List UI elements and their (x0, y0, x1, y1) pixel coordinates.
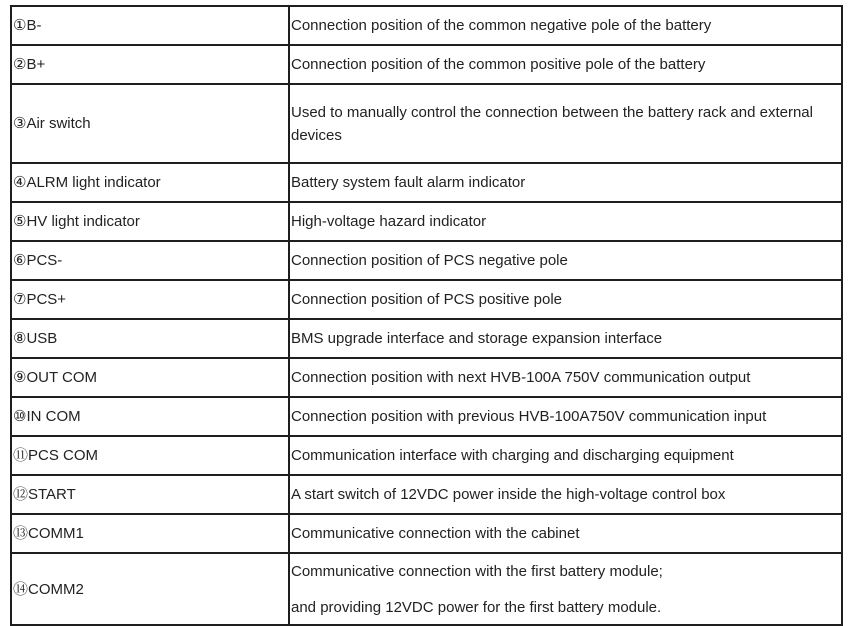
component-description (289, 553, 842, 625)
description-line: and providing 12VDC power for the first battery module. (291, 598, 662, 616)
table-row (11, 6, 842, 45)
table-row (11, 397, 842, 436)
table-row (11, 436, 842, 475)
table-row (11, 514, 842, 553)
table-row (11, 358, 842, 397)
description-line: A start switch of 12VDC power inside the high-voltage control box (291, 486, 726, 503)
component-description (289, 358, 842, 397)
description-line: BMS upgrade interface and storage expansion interface (291, 330, 663, 347)
description-line: Connection position with previous HVB-100A750V communication input (291, 408, 767, 425)
table-row (11, 280, 842, 319)
table-row (11, 45, 842, 84)
description-line: Communication interface with charging and discharging equipment (291, 447, 734, 464)
component-name: ⑭COMM2 (11, 553, 289, 625)
component-description (289, 514, 842, 553)
component-description (289, 45, 842, 84)
component-name: ⑤HV light indicator (11, 202, 289, 241)
description-line: Battery system fault alarm indicator (291, 174, 526, 191)
description-line: Connection position with next HVB-100A 750V communication output (291, 369, 751, 386)
description-line: Communicative connection with the cabinet (291, 525, 580, 542)
component-description (289, 241, 842, 280)
component-name: ⑬COMM1 (11, 514, 289, 553)
component-description (289, 475, 842, 514)
component-description (289, 163, 842, 202)
table-row (11, 475, 842, 514)
description-line: Connection position of PCS positive pole (291, 291, 562, 308)
component-description (289, 280, 842, 319)
component-description (289, 202, 842, 241)
table-row (11, 163, 842, 202)
component-name: ①B- (11, 6, 289, 45)
component-description (289, 84, 842, 163)
component-description (289, 319, 842, 358)
description-line: Used to manually control the connection between the battery rack and external devices (291, 103, 813, 144)
component-name: ⑥PCS- (11, 241, 289, 280)
description-line: High-voltage hazard indicator (291, 213, 487, 230)
component-name: ⑪PCS COM (11, 436, 289, 475)
component-name: ⑦PCS+ (11, 280, 289, 319)
component-description (289, 397, 842, 436)
description-line: Connection position of the common negative pole of the battery (291, 17, 712, 34)
table-row (11, 84, 842, 163)
description-line: Connection position of PCS negative pole (291, 252, 568, 269)
description-line: Communicative connection with the first battery module; (291, 562, 663, 580)
component-name: ④ALRM light indicator (11, 163, 289, 202)
table-row (11, 553, 842, 625)
component-name: ③Air switch (11, 84, 289, 163)
description-line: Connection position of the common positive pole of the battery (291, 56, 706, 73)
table-row (11, 202, 842, 241)
component-description (289, 6, 842, 45)
table-row (11, 319, 842, 358)
component-description-table (10, 5, 843, 626)
component-name: ⑩IN COM (11, 397, 289, 436)
component-description (289, 436, 842, 475)
component-name: ②B+ (11, 45, 289, 84)
component-name: ⑨OUT COM (11, 358, 289, 397)
table-row (11, 241, 842, 280)
component-name: ⑫START (11, 475, 289, 514)
component-name: ⑧USB (11, 319, 289, 358)
